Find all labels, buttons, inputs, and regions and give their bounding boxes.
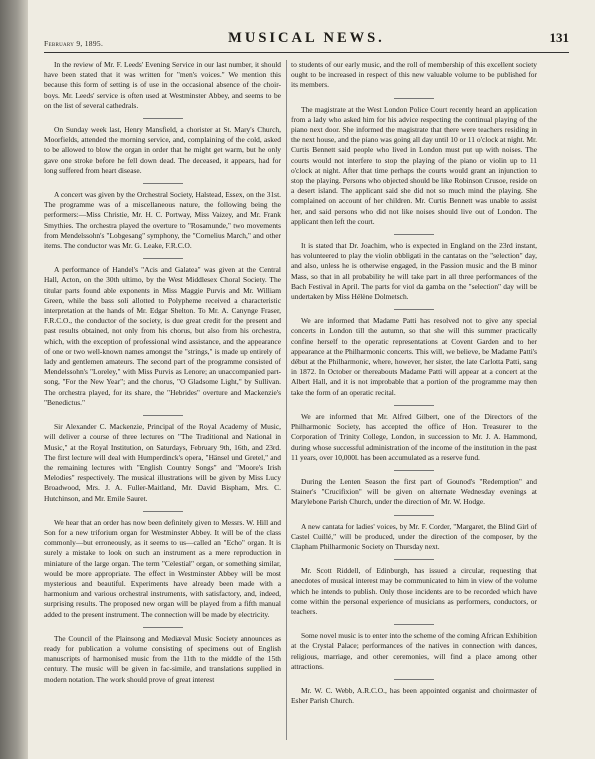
article-joachim: It is stated that Dr. Joachim, who is expected in England on the 23rd instant, has volunteered to play the violin obbligati in the cantatas on the "selection" day, and also, unless he is otherwise engaged, in the Passion music and the B minor Mass, so that in all probability he will take part in all three performances of the Bach Festival in April. The parts for viol da gamba on the "selection" day will be undertaken by Miss Hélène Dolmetsch.	[291, 241, 537, 302]
article-mackenzie-lectures: Sir Alexander C. Mackenzie, Principal of the Royal Academy of Music, will deliver a course of three lectures on "The Traditional and National in Music," at the Royal Institution, on Saturdays, February 9th, 16th, and 23rd. The first lecture will deal with Humperdinck's opera, "Hänsel und Gretel," and the remaining lectures with "English Country Songs" and "Moore's Irish Melodies" respectively. The musical illustrations will be given by Miss Lucy Broadwood, Mrs. J. A. Fuller-Maitland, Mr. David Bispham, Mrs. C. Hutchinson, and Mr. Emile Sauret.	[44, 422, 281, 503]
article-acis-galatea: A performance of Handel's "Acis and Galatea" was given at the Central Hall, Acton, on the 30th ultimo, by the West Middlesex Choral Society. The titular parts found able exponents in Miss Maggie Purvis and Mr. William Green, while the bass soli allotted to Polypheme received a characteristic interpretation at the hands of Mr. Edgar Shelton. To Mr. A. Canynge Fraser, F.R.C.O., the conductor of the society, is due great credit for the present and past results obtained, not only from his chorus, but also from his orchestra, which, with the exception of professional wind assistance, and the appearance of one or two well-known names amongst the "strings," is made up entirely of lady and gentlemen amateurs. The second part of the programme consisted of Mendelssohn's "Loreley," with Miss Purvis as Lenore; an unaccompanied part-song, "For the New Year"; and the chorus, "O Gladsome Light," by Sullivan. The orchestra played, for its share, the "Hebrides" overture and Mackenzie's "Benedictus."	[44, 265, 281, 407]
issue-date: February 9, 1895.	[44, 39, 104, 48]
left-column	[44, 60, 281, 692]
right-column	[291, 60, 537, 713]
divider	[394, 679, 434, 680]
divider	[143, 118, 183, 119]
divider	[143, 183, 183, 184]
page-number: 131	[549, 30, 569, 45]
divider	[394, 470, 434, 471]
divider	[394, 234, 434, 235]
article-piano-complaint: The magistrate at the West London Police Court recently heard an application from a lady who asked him for his advice respecting the continual playing of the piano next door. She informed the magistrate that there were teachers residing in the next house, and the piano was going all day until 10 or 11 o'clock at night. Mr. Curtis Bennett said people who lived in London must put up with noises. The courts would not interfere to stop the playing of the piano or violin up to 11 o'clock at night. After that time perhaps the courts would grant an injunction to stop the playing. Persons who objected should be like Robinson Crusoe, reside on a desert island. The applicant said she did not so much mind the playing. She complained on account of her children. Mr. Curtis Bennett was unable to assist her, and said persons who did not like noises should live out of London. The applicant then left the court.	[291, 104, 537, 226]
column-rule	[286, 60, 287, 740]
article-chorister-death: On Sunday week last, Henry Mansfield, a chorister at St. Mary's Church, Moorfields, attended the morning service, and, complaining of the cold, asked to be allowed to blow the organ in order that he might get warm, but he only gave one stroke before he fell down dead. The deceased, it appears, had for long suffered from heart disease.	[44, 125, 281, 175]
divider	[143, 627, 183, 628]
divider	[394, 624, 434, 625]
article-patti: We are informed that Madame Patti has resolved not to give any special concerts in London till the autumn, so that she will this summer practically confine herself to the operatic representations at Covent Garden and to her appearance at the Philharmonic concerts. This will, we believe, be Madame Patti's début at the Philharmonic, where, however, her sister, the late Carlotta Patti, sang in 1872. In October or thereabouts Madame Patti will appear at a concert at the Albert Hall, and it is not improbable that a portion of the programme may then take the form of an operatic recital.	[291, 316, 537, 397]
divider	[143, 511, 183, 512]
divider	[394, 405, 434, 406]
divider	[394, 98, 434, 99]
masthead	[44, 30, 569, 52]
divider	[394, 515, 434, 516]
article-plainsong-society: The Council of the Plainsong and Mediæval Music Society announces as ready for publication a volume consisting of specimens out of English manuscripts of harmonised music from the 11th to the middle of the 15th century. The music will be given in fac-simile, and translations supplied in modern notation. The work should prove of great interest	[44, 633, 281, 684]
book-binding	[0, 0, 28, 759]
article-corder-cantata: A new cantata for ladies' voices, by Mr. F. Corder, "Margaret, the Blind Girl of Castel Cuillé," will be produced, under the direction of the composer, by the Clapham Philharmonic Society on Thursday next.	[291, 521, 537, 551]
divider	[143, 415, 183, 416]
article-plainsong-continued: to students of our early music, and the roll of membership of this excellent society ought to be increased in respect of this new valuable volume to be published for its members.	[291, 60, 537, 90]
article-webb-appointment: Mr. W. C. Webb, A.R.C.O., has been appointed organist and choirmaster of Esher Parish Church.	[291, 685, 537, 706]
article-riddell-circular: Mr. Scott Riddell, of Edinburgh, has issued a circular, requesting that anecdotes of musical interest may be communicated to him in view of the volume which he intends to publish. Only those incidents are to be recorded which have come within the personal experience of musicians as performers, conductors, or teachers.	[291, 566, 537, 616]
article-lenten-season: During the Lenten Season the first part of Gounod's "Redemption" and Stainer's "Crucifixion" will be given on alternate Wednesday evenings at Marylebone Parish Church, under the direction of Mr. W. Hodge.	[291, 476, 537, 507]
article-leeds-service: In the review of Mr. F. Leeds' Evening Service in our last number, it should have been stated that it was written for "men's voices." We mention this because this form of setting is of use in the occasional absence of the choir-boys. Mr. Leeds' service is often used at Westminster Abbey, and seems to be on the list of several cathedrals.	[44, 60, 281, 110]
header-rule	[44, 52, 569, 53]
divider	[394, 309, 434, 310]
divider	[394, 559, 434, 560]
article-gilbert-treasurer: We are informed that Mr. Alfred Gilbert, one of the Directors of the Philharmonic Society, has accepted the office of Hon. Treasurer to the Corporation of Trinity College, London, in succession to Mr. J. A. Hammond, during whose successful administration of the income of the institution in the past 11 years, over 10,000l. has been accumulated as a reserve fund.	[291, 411, 537, 462]
article-westminster-organ: We hear that an order has now been definitely given to Messrs. W. Hill and Son for a new triforium organ for Westminster Abbey. It will be of the class commonly—but erroneously, as it seems to us—called an "Echo" organ. It is surely a mistake to look on such an instrument as a mere reproduction in miniature of the large organ. The term "Celestial" organ, or something similar, would be more appropriate. The effect in Westminster Abbey will be most mysterious and beautiful. Experiments have already been made with a harmonium and various orchestral instruments, with satisfactory, and, indeed, surprising results. The proposed new organ will be played from a fifth manual added to the present instrument. The connection will be made by electricity.	[44, 517, 281, 619]
article-halstead-concert: A concert was given by the Orchestral Society, Halstead, Essex, on the 31st. The programme was of a miscellaneous nature, the following being the performers:—Miss Christie, Mr. H. C. Portway, Miss Vaizey, and Mr. Frank Smythies. The orchestra played the overture to "Rosamunde," two movements from Mendelssohn's "Lobgesang" symphony, the "Cornelius March," and other items. The conductor was Mr. G. Leake, F.R.C.O.	[44, 190, 281, 251]
publication-title: MUSICAL NEWS.	[228, 30, 385, 46]
divider	[143, 258, 183, 259]
article-african-exhibition: Some novel music is to enter into the scheme of the coming African Exhibition at the Crystal Palace; performances of the natives in connection with dances, religious, marriage, and other ceremonies, will find a place among other attractions.	[291, 631, 537, 671]
